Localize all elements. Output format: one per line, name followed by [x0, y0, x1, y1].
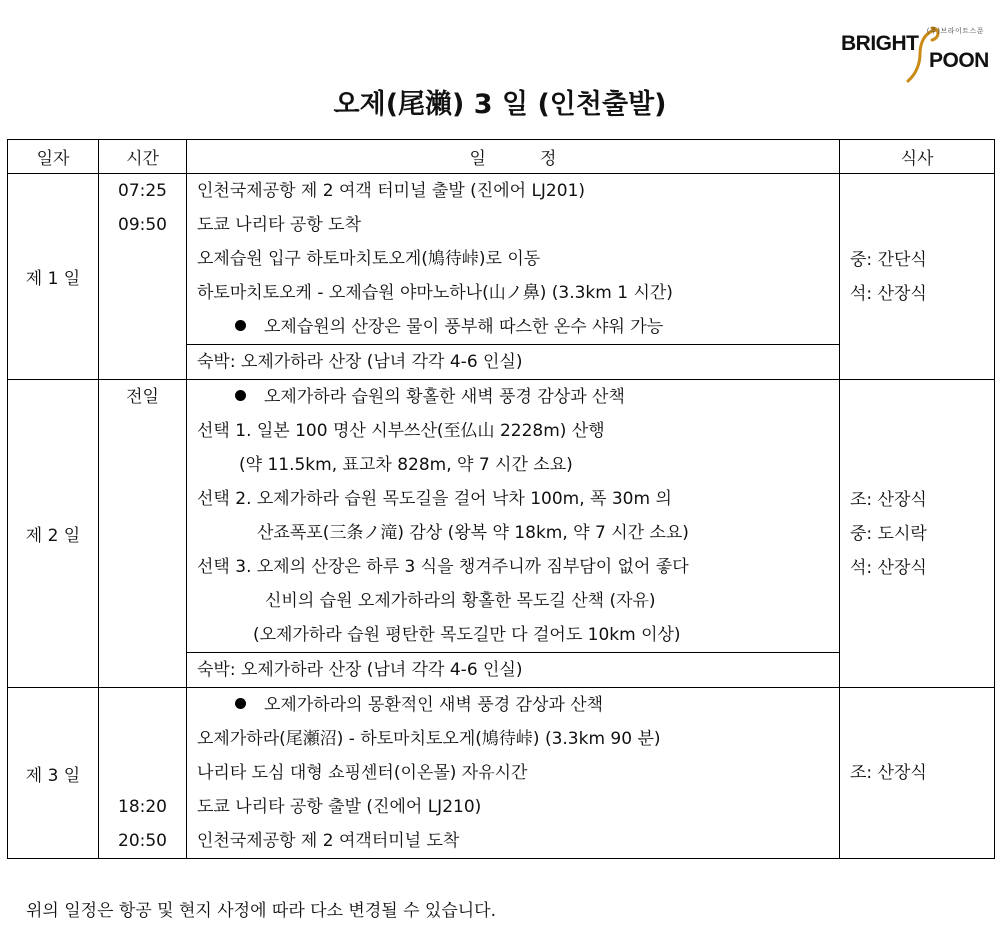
footnote: 위의 일정은 항공 및 현지 사정에 따라 다소 변경될 수 있습니다. — [26, 901, 496, 921]
time-value: 전일 — [126, 387, 159, 407]
schedule-line: 선택 3. 오제의 산장은 하루 3 식을 챙겨주니까 짐부담이 없어 좋다 — [197, 557, 689, 577]
meal-item: 중: 간단식 — [850, 249, 927, 270]
day-label: 제 3 일 — [8, 688, 99, 859]
meal-item: 석: 산장식 — [850, 283, 927, 304]
schedule-line: 선택 2. 오제가하라 습원 목도길을 걸어 낙차 100m, 폭 30m 의 — [197, 489, 672, 509]
bullet-icon — [235, 390, 246, 401]
bullet-icon — [235, 320, 246, 331]
time-spacer — [99, 722, 186, 756]
meal-cell — [840, 174, 995, 380]
day-label: 제 2 일 — [8, 380, 99, 688]
stay-line: 숙박: 오제가하라 산장 (남녀 각각 4-6 인실) — [187, 344, 839, 379]
day-row-3 — [8, 688, 995, 859]
schedule-cell — [187, 688, 840, 859]
logo-company-text: (주)브라이트스푼 — [926, 27, 984, 35]
itinerary-table — [7, 139, 995, 859]
schedule-line: 오제습원 입구 하토마치토오게(鳩待峠)로 이동 — [197, 249, 541, 269]
schedule-bullet-line — [187, 380, 839, 414]
logo-word-bright: BRIGHT — [841, 32, 919, 55]
schedule-line: (약 11.5km, 표고차 828m, 약 7 시간 소요) — [239, 455, 573, 475]
schedule-cell — [187, 174, 840, 380]
schedule-line: 하토마치토오케 - 오제습원 야마노하나(山ノ鼻) (3.3km 1 시간) — [197, 283, 673, 303]
schedule-bullet-line — [187, 688, 839, 722]
table-header-row — [8, 140, 995, 174]
schedule-line: (오제가하라 습원 평탄한 목도길만 다 걸어도 10km 이상) — [253, 625, 681, 645]
bullet-text: 오제가하라의 몽환적인 새벽 풍경 감상과 산책 — [264, 695, 604, 715]
time-spacer — [99, 688, 186, 722]
header-time: 시간 — [99, 140, 187, 174]
day-row-2 — [8, 380, 995, 688]
stay-line: 숙박: 오제가하라 산장 (남녀 각각 4-6 인실) — [187, 652, 839, 687]
schedule-line: 선택 1. 일본 100 명산 시부쓰산(至仏山 2228m) 산행 — [197, 421, 605, 441]
time-value: 20:50 — [118, 831, 167, 851]
schedule-line: 산죠폭포(三条ノ滝) 감상 (왕복 약 18km, 약 7 시간 소요) — [257, 523, 689, 543]
logo-word-spoon: POON — [929, 49, 989, 72]
day-row-1 — [8, 174, 995, 380]
header-meal: 식사 — [840, 140, 995, 174]
schedule-line: 나리타 도심 대형 쇼핑센터(이온몰) 자유시간 — [197, 763, 528, 783]
meal-cell — [840, 380, 995, 688]
meal-item: 중: 도시락 — [850, 523, 927, 544]
schedule-cell — [187, 380, 840, 688]
page-title: 오제(尾瀨) 3 일 (인천출발) — [333, 89, 667, 120]
bullet-icon — [235, 698, 246, 709]
meal-cell — [840, 688, 995, 859]
schedule-bullet-line — [187, 310, 839, 344]
time-value: 18:20 — [118, 797, 167, 817]
bullet-text: 오제습원의 산장은 물이 풍부해 따스한 온수 샤워 가능 — [264, 317, 664, 337]
time-spacer — [99, 756, 186, 790]
schedule-line: 신비의 습원 오제가하라의 황홀한 목도길 산책 (자유) — [265, 591, 656, 611]
schedule-line: 인천국제공항 제 2 여객터미널 도착 — [197, 831, 460, 851]
brand-logo — [836, 24, 988, 76]
time-value: 07:25 — [118, 181, 167, 201]
bullet-text: 오제가하라 습원의 황홀한 새벽 풍경 감상과 산책 — [264, 387, 625, 407]
time-cell — [99, 174, 187, 380]
schedule-line: 인천국제공항 제 2 여객 터미널 출발 (진에어 LJ201) — [197, 181, 586, 201]
meal-item: 조: 산장식 — [850, 763, 927, 783]
meal-item: 조: 산장식 — [850, 489, 927, 510]
time-cell — [99, 688, 187, 859]
header-day: 일자 — [8, 140, 99, 174]
day-label: 제 1 일 — [8, 174, 99, 380]
schedule-line: 도쿄 나리타 공항 도착 — [197, 215, 362, 235]
header-schedule: 일 정 — [187, 140, 840, 174]
schedule-line: 도쿄 나리타 공항 출발 (진에어 LJ210) — [197, 797, 482, 817]
schedule-line: 오제가하라(尾瀬沼) - 하토마치토오게(鳩待峠) (3.3km 90 분) — [197, 729, 661, 749]
time-cell — [99, 380, 187, 688]
meal-item: 석: 산장식 — [850, 557, 927, 578]
time-value: 09:50 — [118, 215, 167, 235]
